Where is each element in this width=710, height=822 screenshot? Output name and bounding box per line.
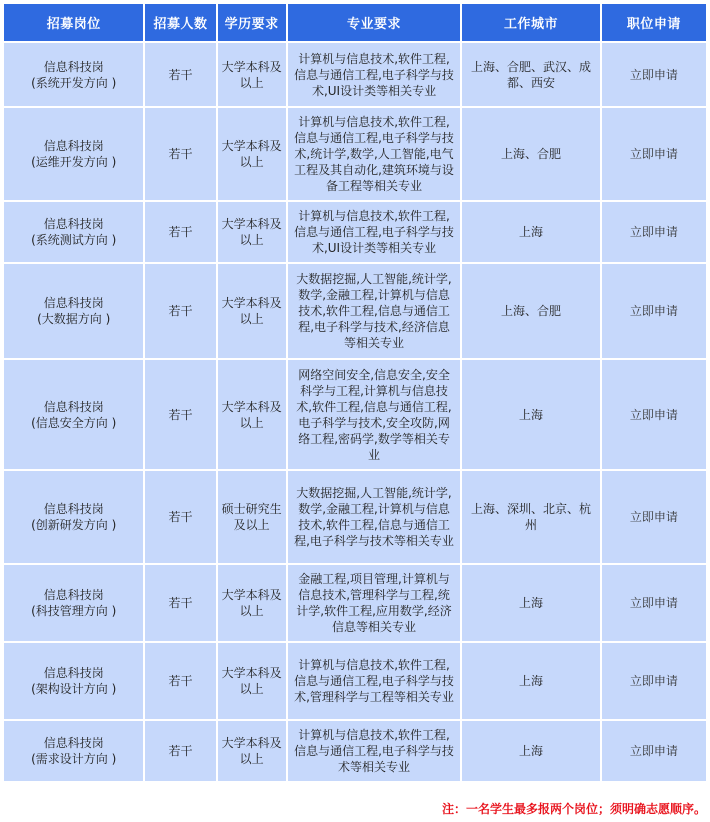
position-cell bbox=[4, 43, 143, 106]
position-title: 信息科技岗 bbox=[43, 139, 104, 153]
position-title: 信息科技岗 bbox=[43, 666, 104, 680]
table-row bbox=[4, 643, 706, 719]
position-title: 信息科技岗 bbox=[43, 217, 104, 231]
position-direction: (系统测试方向 ) bbox=[31, 233, 117, 247]
major-cell: 计算机与信息技术,软件工程,信息与通信工程,电子科学与技术等相关专业 bbox=[288, 721, 460, 781]
table-row bbox=[4, 565, 706, 641]
major-cell: 计算机与信息技术,软件工程,信息与通信工程,电子科学与技术,管理科学与工程等相关专业 bbox=[288, 643, 460, 719]
table-row bbox=[4, 360, 706, 469]
education-cell: 大学本科及以上 bbox=[218, 360, 286, 469]
position-title: 信息科技岗 bbox=[43, 588, 104, 602]
major-cell: 计算机与信息技术,软件工程,信息与通信工程,电子科学与技术,UI设计类等相关专业 bbox=[288, 43, 460, 106]
education-cell: 大学本科及以上 bbox=[218, 643, 286, 719]
education-cell: 大学本科及以上 bbox=[218, 108, 286, 200]
position-cell bbox=[4, 471, 143, 563]
city-cell: 上海 bbox=[462, 202, 599, 262]
city-cell: 上海 bbox=[462, 721, 599, 781]
header-major: 专业要求 bbox=[288, 4, 460, 41]
apply-link[interactable]: 立即申请 bbox=[602, 565, 706, 641]
position-cell bbox=[4, 721, 143, 781]
city-cell: 上海、深圳、北京、杭州 bbox=[462, 471, 599, 563]
city-cell: 上海、合肥 bbox=[462, 264, 599, 358]
city-cell: 上海、合肥 bbox=[462, 108, 599, 200]
table-row bbox=[4, 108, 706, 200]
position-direction: (创新研发方向 ) bbox=[31, 518, 117, 532]
headcount-cell: 若干 bbox=[145, 471, 215, 563]
header-city: 工作城市 bbox=[462, 4, 599, 41]
headcount-cell: 若干 bbox=[145, 43, 215, 106]
city-cell: 上海 bbox=[462, 360, 599, 469]
position-title: 信息科技岗 bbox=[43, 59, 104, 74]
position-direction: (架构设计方向 ) bbox=[31, 682, 117, 696]
position-title: 信息科技岗 bbox=[43, 296, 104, 310]
apply-link[interactable]: 立即申请 bbox=[602, 360, 706, 469]
headcount-cell: 若干 bbox=[145, 721, 215, 781]
education-cell: 大学本科及以上 bbox=[218, 202, 286, 262]
position-title: 信息科技岗 bbox=[43, 399, 104, 414]
footnote: 注：一名学生最多报两个岗位；须明确志愿顺序。 bbox=[441, 802, 706, 816]
position-title: 信息科技岗 bbox=[43, 502, 104, 516]
position-cell bbox=[4, 108, 143, 200]
table-row bbox=[4, 471, 706, 563]
job-table bbox=[2, 2, 708, 783]
headcount-cell: 若干 bbox=[145, 643, 215, 719]
headcount-cell: 若干 bbox=[145, 108, 215, 200]
major-cell: 计算机与信息技术,软件工程,信息与通信工程,电子科学与技术,统计学,数学,人工智能,电气工程及其自动化,建筑环境与设备工程等相关专业 bbox=[288, 108, 460, 200]
headcount-cell: 若干 bbox=[145, 202, 215, 262]
apply-link[interactable]: 立即申请 bbox=[602, 43, 706, 106]
major-cell: 网络空间安全,信息安全,安全科学与工程,计算机与信息技术,软件工程,信息与通信工程,电子科学与技术,安全攻防,网络工程,密码学,数学等相关专业 bbox=[288, 360, 460, 469]
header-headcount: 招募人数 bbox=[145, 4, 215, 41]
major-cell: 金融工程,项目管理,计算机与信息技术,管理科学与工程,统计学,软件工程,应用数学,经济信息等相关专业 bbox=[288, 565, 460, 641]
table-row bbox=[4, 264, 706, 358]
city-cell: 上海 bbox=[462, 565, 599, 641]
education-cell: 大学本科及以上 bbox=[218, 264, 286, 358]
education-cell: 硕士研究生及以上 bbox=[218, 471, 286, 563]
major-cell: 大数据挖掘,人工智能,统计学,数学,金融工程,计算机与信息技术,软件工程,信息与通信工程,电子科学与技术,经济信息等相关专业 bbox=[288, 264, 460, 358]
header-position: 招募岗位 bbox=[4, 4, 143, 41]
position-cell bbox=[4, 264, 143, 358]
position-direction: (运维开发方向 ) bbox=[31, 155, 117, 169]
apply-link[interactable]: 立即申请 bbox=[602, 202, 706, 262]
table-row bbox=[4, 202, 706, 262]
education-cell: 大学本科及以上 bbox=[218, 565, 286, 641]
position-direction: (需求设计方向 ) bbox=[31, 752, 117, 766]
headcount-cell: 若干 bbox=[145, 264, 215, 358]
header-apply: 职位申请 bbox=[602, 4, 706, 41]
apply-link[interactable]: 立即申请 bbox=[602, 264, 706, 358]
position-direction: (大数据方向 ) bbox=[37, 312, 111, 326]
position-cell bbox=[4, 202, 143, 262]
education-cell: 大学本科及以上 bbox=[218, 43, 286, 106]
city-cell: 上海 bbox=[462, 643, 599, 719]
headcount-cell: 若干 bbox=[145, 360, 215, 469]
table-row bbox=[4, 43, 706, 106]
table-header-row bbox=[4, 4, 706, 41]
position-title: 信息科技岗 bbox=[43, 736, 104, 750]
apply-link[interactable]: 立即申请 bbox=[602, 108, 706, 200]
major-cell: 大数据挖掘,人工智能,统计学,数学,金融工程,计算机与信息技术,软件工程,信息与通信工程,电子科学与技术等相关专业 bbox=[288, 471, 460, 563]
header-education: 学历要求 bbox=[218, 4, 286, 41]
education-cell: 大学本科及以上 bbox=[218, 721, 286, 781]
table-row bbox=[4, 721, 706, 781]
headcount-cell: 若干 bbox=[145, 565, 215, 641]
position-cell bbox=[4, 643, 143, 719]
city-cell: 上海、合肥、武汉、成都、西安 bbox=[462, 43, 599, 106]
apply-link[interactable]: 立即申请 bbox=[602, 721, 706, 781]
position-cell bbox=[4, 565, 143, 641]
position-direction: (信息安全方向 ) bbox=[31, 415, 117, 430]
position-direction: (系统开发方向 ) bbox=[31, 75, 117, 90]
major-cell: 计算机与信息技术,软件工程,信息与通信工程,电子科学与技术,UI设计类等相关专业 bbox=[288, 202, 460, 262]
apply-link[interactable]: 立即申请 bbox=[602, 643, 706, 719]
position-direction: (科技管理方向 ) bbox=[31, 604, 117, 618]
apply-link[interactable]: 立即申请 bbox=[602, 471, 706, 563]
position-cell bbox=[4, 360, 143, 469]
